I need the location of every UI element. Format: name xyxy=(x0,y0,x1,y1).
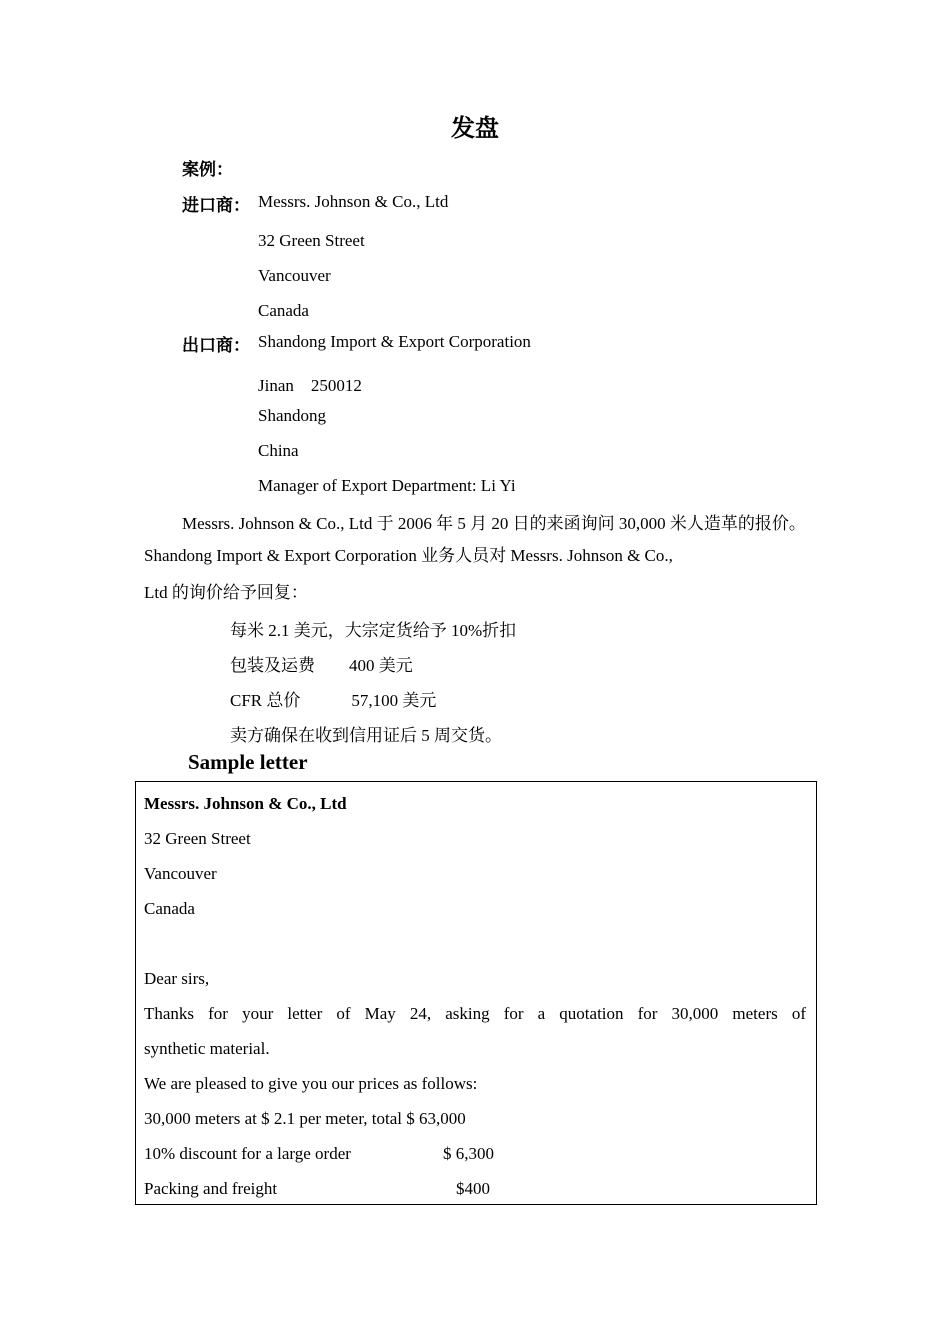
letter-body-line1: Thanks for your letter of May 24, asking for a quotation for 30,000 meters of xyxy=(144,1004,806,1023)
case-paragraph-end: Ltd 的询价给予回复： xyxy=(144,583,308,602)
letter-discount-label: 10% discount for a large order xyxy=(144,1144,351,1163)
letter-body-line2: synthetic material. xyxy=(144,1039,270,1058)
letter-street: 32 Green Street xyxy=(144,829,251,848)
offer-packing: 包装及运费 400 美元 xyxy=(230,656,413,675)
letter-country: Canada xyxy=(144,899,195,918)
importer-country: Canada xyxy=(258,301,309,320)
importer-city: Vancouver xyxy=(258,266,331,285)
case-label: 案例： xyxy=(182,160,233,180)
offer-delivery: 卖方确保在收到信用证后 5 周交货。 xyxy=(230,726,502,745)
offer-price: 每米 2.1 美元，大宗定货给予 10%折扣 xyxy=(230,621,517,640)
letter-salutation: Dear sirs, xyxy=(144,969,210,988)
letter-price-line: 30,000 meters at $ 2.1 per meter, total $ 63,000 xyxy=(144,1109,466,1128)
letter-packing-label: Packing and freight xyxy=(144,1179,278,1198)
letter-discount-amount: $ 6,300 xyxy=(443,1144,494,1163)
sample-letter-box xyxy=(135,781,817,1205)
exporter-name: Shandong Import & Export Corporation xyxy=(258,332,531,351)
letter-addressee: Messrs. Johnson & Co., Ltd xyxy=(144,794,347,813)
case-paragraph: Messrs. Johnson & Co., Ltd 于 2006 年 5 月 20 日的来函询问 30,000 米人造革的报价。Shandong Import & Export Corporation 业务人员对 Messrs. Johnson & Co., xyxy=(144,514,806,565)
page-title: 发盘 xyxy=(451,114,499,142)
importer-name: Messrs. Johnson & Co., Ltd xyxy=(258,192,449,211)
sample-letter-heading: Sample letter xyxy=(188,750,308,774)
exporter-city: Jinan 250012 xyxy=(258,376,362,395)
importer-label: 进口商： xyxy=(182,196,250,216)
exporter-province: Shandong xyxy=(258,406,326,425)
importer-street: 32 Green Street xyxy=(258,231,365,250)
exporter-manager: Manager of Export Department: Li Yi xyxy=(258,476,516,495)
offer-cfr-total: CFR 总价 57,100 美元 xyxy=(230,691,437,710)
exporter-label: 出口商： xyxy=(182,336,250,356)
letter-body-line3: We are pleased to give you our prices as follows: xyxy=(144,1074,478,1093)
letter-packing-amount: $400 xyxy=(456,1179,490,1198)
exporter-country: China xyxy=(258,441,299,460)
letter-city: Vancouver xyxy=(144,864,217,883)
